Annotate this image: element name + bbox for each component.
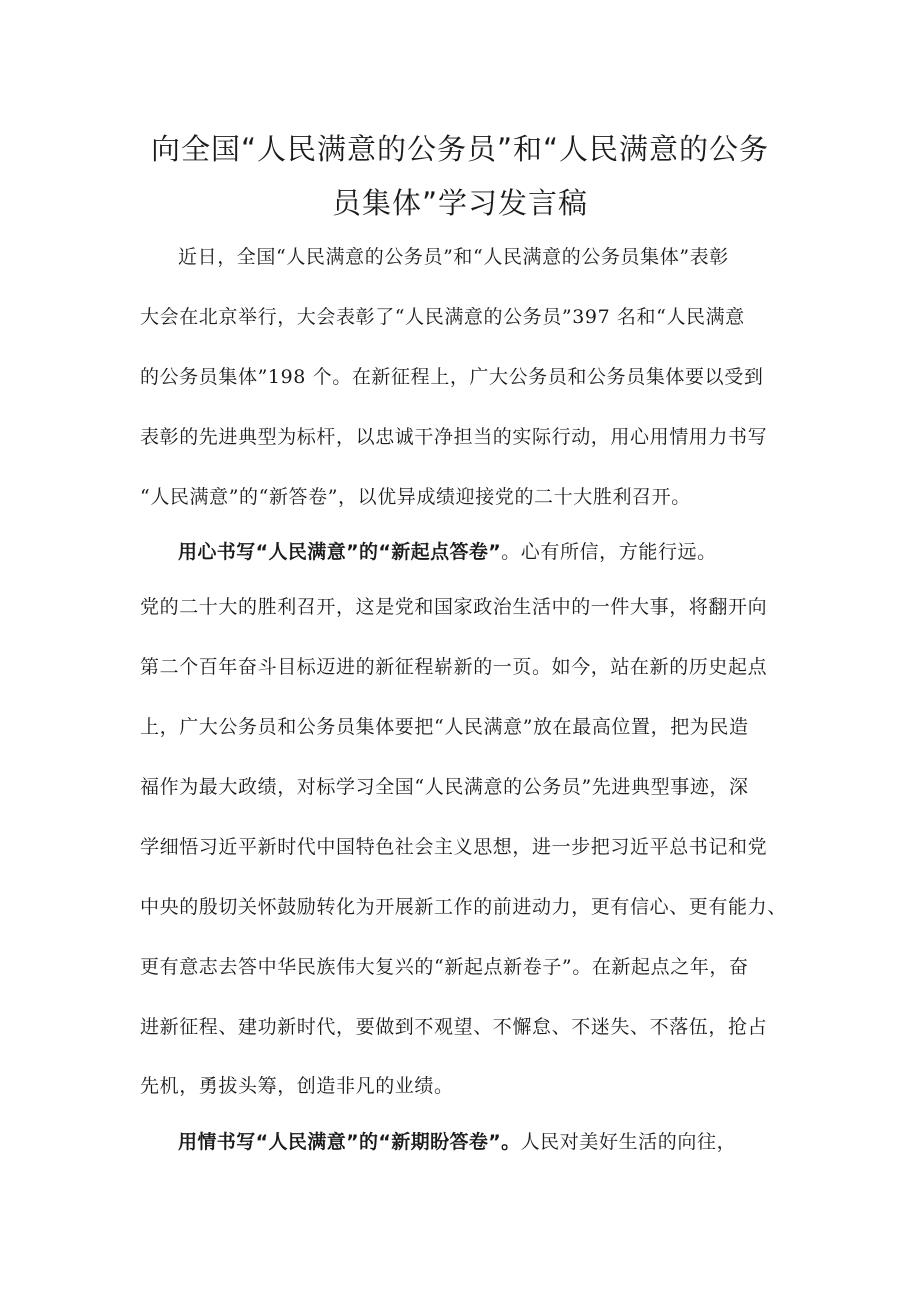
paragraph-2-line-8: 更有意志去答中华民族伟大复兴的“新起点新卷子”。在新起点之年，奋	[140, 956, 749, 978]
paragraph-1-line-2: 大会在北京举行，大会表彰了“人民满意的公务员”397 名和“人民满意	[140, 306, 745, 328]
paragraph-2-line-1	[178, 537, 717, 564]
paragraph-2-line-7: 中央的殷切关怀鼓励转化为开展新工作的前进动力，更有信心、更有能力、	[140, 896, 787, 918]
document-title-line-1: 向全国“人民满意的公务员”和“人民满意的公务	[150, 132, 770, 166]
paragraph-2-line-5: 福作为最大政绩，对标学习全国“人民满意的公务员”先进典型事迹，深	[140, 776, 749, 798]
paragraph-2-line-3: 第二个百年奋斗目标迈进的新征程崭新的一页。如今，站在新的历史起点	[140, 656, 768, 678]
paragraph-2-heading: 用心书写“人民满意”的“新起点答卷”	[178, 541, 502, 563]
paragraph-2-line-9: 进新征程、建功新时代，要做到不观望、不懈怠、不迷失、不落伍，抢占	[140, 1016, 768, 1038]
paragraph-1-line-1: 近日，全国“人民满意的公务员”和“人民满意的公务员集体”表彰	[178, 246, 729, 268]
paragraph-1-line-3: 的公务员集体”198 个。在新征程上，广大公务员和公务员集体要以受到	[140, 366, 764, 388]
paragraph-3-first-rest: 人民对美好生活的向往，	[520, 1131, 737, 1153]
paragraph-2-line-10: 先机，勇拔头筹，创造非凡的业绩。	[140, 1075, 454, 1097]
paragraph-1-line-5: “人民满意”的“新答卷”，以优异成绩迎接党的二十大胜利召开。	[140, 486, 691, 508]
paragraph-2-line-6: 学细悟习近平新时代中国特色社会主义思想，进一步把习近平总书记和党	[140, 836, 768, 858]
paragraph-2-first-rest: 。心有所信，方能行远。	[501, 541, 717, 563]
paragraph-1-line-4: 表彰的先进典型为标杆，以忠诚干净担当的实际行动，用心用情用力书写	[140, 426, 768, 448]
paragraph-2-line-4: 上，广大公务员和公务员集体要把“人民满意”放在最高位置，把为民造	[140, 716, 749, 738]
paragraph-3-heading: 用情书写“人民满意”的“新期盼答卷”。	[178, 1131, 521, 1153]
paragraph-3-line-1	[178, 1127, 736, 1154]
paragraph-2-line-2: 党的二十大的胜利召开，这是党和国家政治生活中的一件大事，将翻开向	[140, 596, 768, 618]
document-title-line-2: 员集体”学习发言稿	[331, 186, 589, 220]
